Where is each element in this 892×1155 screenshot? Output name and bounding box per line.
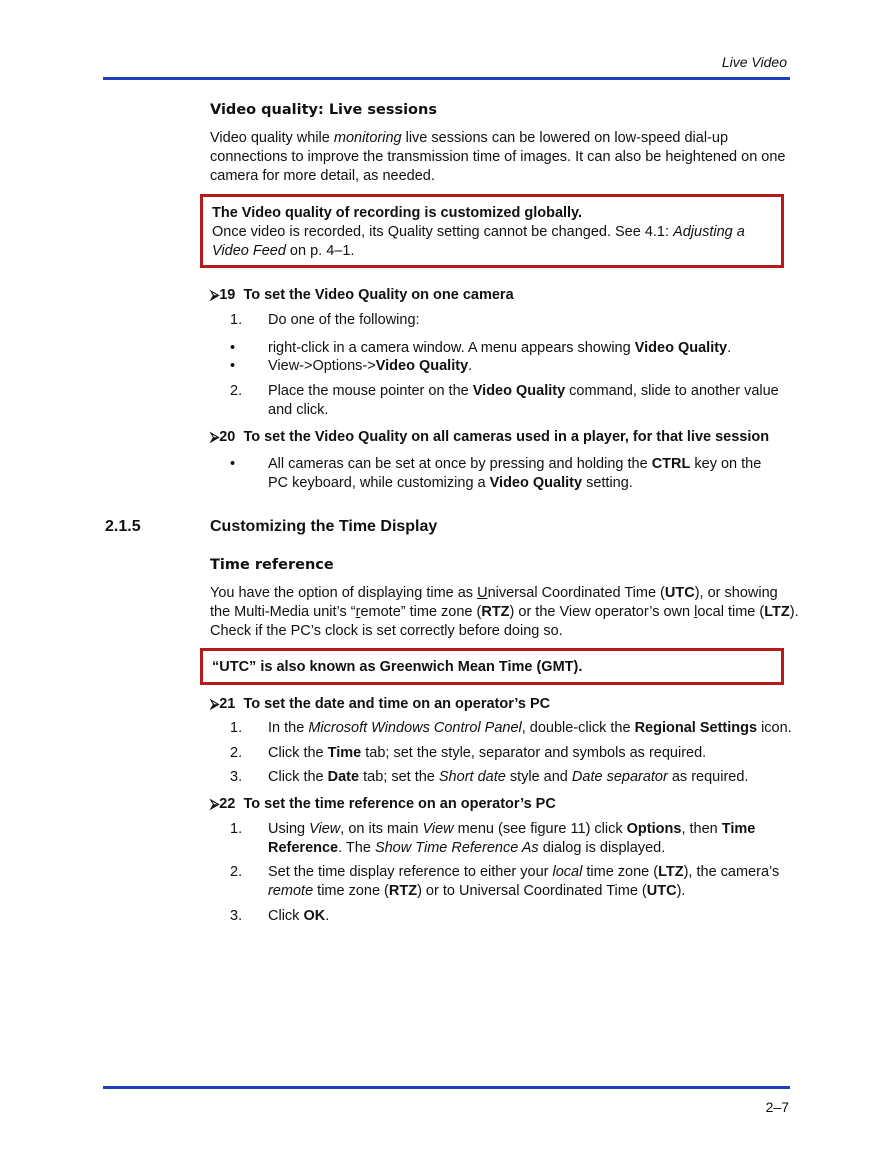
- arrow-icon: ⮚: [210, 288, 220, 303]
- arrow-icon: ⮚: [210, 797, 220, 812]
- footer-rule: [103, 1086, 790, 1089]
- note-recording-quality: [200, 194, 784, 268]
- arrow-icon: ⮚: [210, 430, 220, 445]
- heading-video-quality: Video quality: Live sessions: [210, 102, 437, 118]
- bullet-icon: •: [230, 358, 236, 374]
- heading-time-reference: Time reference: [210, 557, 334, 573]
- header-rule: [103, 77, 790, 80]
- note-title: The Video quality of recording is customized globally.: [212, 205, 583, 221]
- bullet-icon: •: [230, 340, 236, 356]
- page-number: 2–7: [765, 1099, 789, 1115]
- procedure-21-title: ⮚21 To set the date and time on an operator’s PC: [210, 696, 551, 712]
- procedure-20-title: ⮚20 To set the Video Quality on all cameras used in a player, for that live session: [210, 429, 770, 445]
- section-title: Customizing the Time Display: [210, 518, 438, 535]
- running-header: Live Video: [721, 54, 787, 70]
- note-body: Once video is recorded, its Quality setting cannot be changed. See 4.1: Adjusting a Video Feed on p. 4–1.: [212, 224, 745, 259]
- note-utc-gmt: “UTC” is also known as Greenwich Mean Time (GMT).: [200, 648, 784, 685]
- section-number: 2.1.5: [105, 518, 141, 535]
- paragraph-time-reference: You have the option of displaying time as Universal Coordinated Time (UTC), or showing the Multi-Media unit’s “remote” time zone (RTZ) or the View operator’s own local time (LTZ). Check if the PC’s clock is set correctly before doing so.: [210, 585, 799, 639]
- paragraph-video-quality: Video quality while monitoring live sessions can be lowered on low-speed dial-up connections to improve the transmission time of images. It can also be heightened on one camera for more detail, as needed.: [210, 130, 786, 184]
- procedure-19-title: ⮚19 To set the Video Quality on one camera: [210, 287, 514, 303]
- procedure-22-title: ⮚22 To set the time reference on an operator’s PC: [210, 796, 556, 812]
- bullet-icon: •: [230, 456, 236, 472]
- arrow-icon: ⮚: [210, 697, 220, 712]
